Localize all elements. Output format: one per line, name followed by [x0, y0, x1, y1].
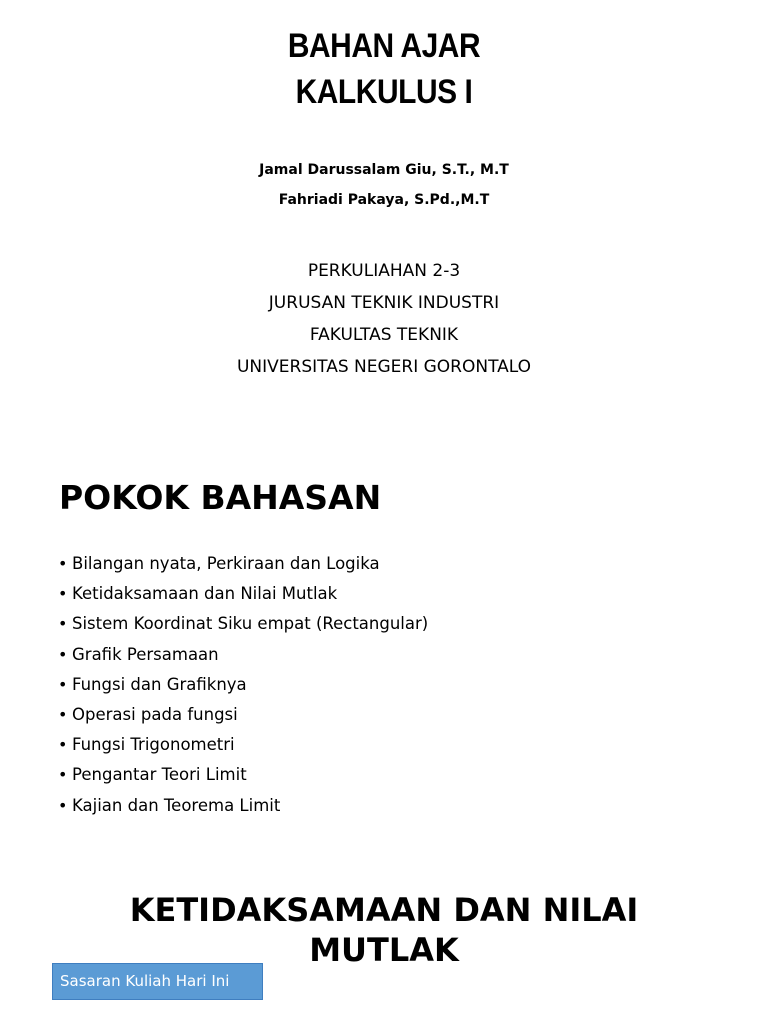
lecture-goals-tag: Sasaran Kuliah Hari Ini — [52, 963, 263, 1000]
next-section-heading-line-1: KETIDAKSAMAAN DAN NILAI — [129, 891, 639, 929]
topic-label: Ketidaksamaan dan Nilai Mutlak — [72, 584, 338, 604]
document-title-line-1: BAHAN AJAR — [287, 27, 481, 65]
lecture-number: PERKULIAHAN 2-3 — [307, 261, 461, 281]
next-section-heading — [0, 890, 768, 970]
bullet-icon: • — [58, 795, 68, 815]
topic-label: Bilangan nyata, Perkiraan dan Logika — [72, 554, 380, 573]
bullet-icon: • — [58, 554, 68, 573]
author-2: Fahriadi Pakaya, S.Pd.,M.T — [278, 192, 490, 208]
university-name: UNIVERSITAS NEGERI GORONTALO — [236, 357, 532, 377]
topic-label: Sistem Koordinat Siku empat (Rectangular) — [72, 614, 429, 634]
department-name: JURUSAN TEKNIK INDUSTRI — [268, 293, 500, 313]
topic-label: Operasi pada fungsi — [72, 704, 238, 724]
list-item — [58, 611, 428, 641]
topic-label: Pengantar Teori Limit — [72, 765, 247, 785]
list-item — [58, 732, 428, 762]
list-item — [58, 642, 428, 672]
list-item — [58, 702, 428, 732]
bullet-icon: • — [58, 674, 68, 694]
topic-label: Grafik Persamaan — [72, 644, 219, 664]
topics-heading: POKOK BAHASAN — [59, 478, 382, 517]
next-section-heading-line-2: MUTLAK — [309, 931, 459, 969]
topic-label: Fungsi dan Grafiknya — [72, 674, 247, 694]
bullet-icon: • — [58, 584, 68, 604]
list-item — [58, 672, 428, 702]
topic-label: Kajian dan Teorema Limit — [72, 795, 281, 815]
list-item — [58, 581, 428, 611]
topic-label: Fungsi Trigonometri — [72, 735, 235, 755]
faculty-name: FAKULTAS TEKNIK — [309, 325, 459, 345]
list-item — [58, 551, 428, 581]
bullet-icon: • — [58, 614, 68, 634]
document-title-line-2: KALKULUS I — [295, 73, 473, 111]
topic-list — [58, 551, 428, 823]
bullet-icon: • — [58, 765, 68, 785]
list-item — [58, 793, 428, 823]
bullet-icon: • — [58, 644, 68, 664]
bullet-icon: • — [58, 704, 68, 724]
list-item — [58, 762, 428, 792]
bullet-icon: • — [58, 735, 68, 755]
author-1: Jamal Darussalam Giu, S.T., M.T — [259, 162, 509, 178]
